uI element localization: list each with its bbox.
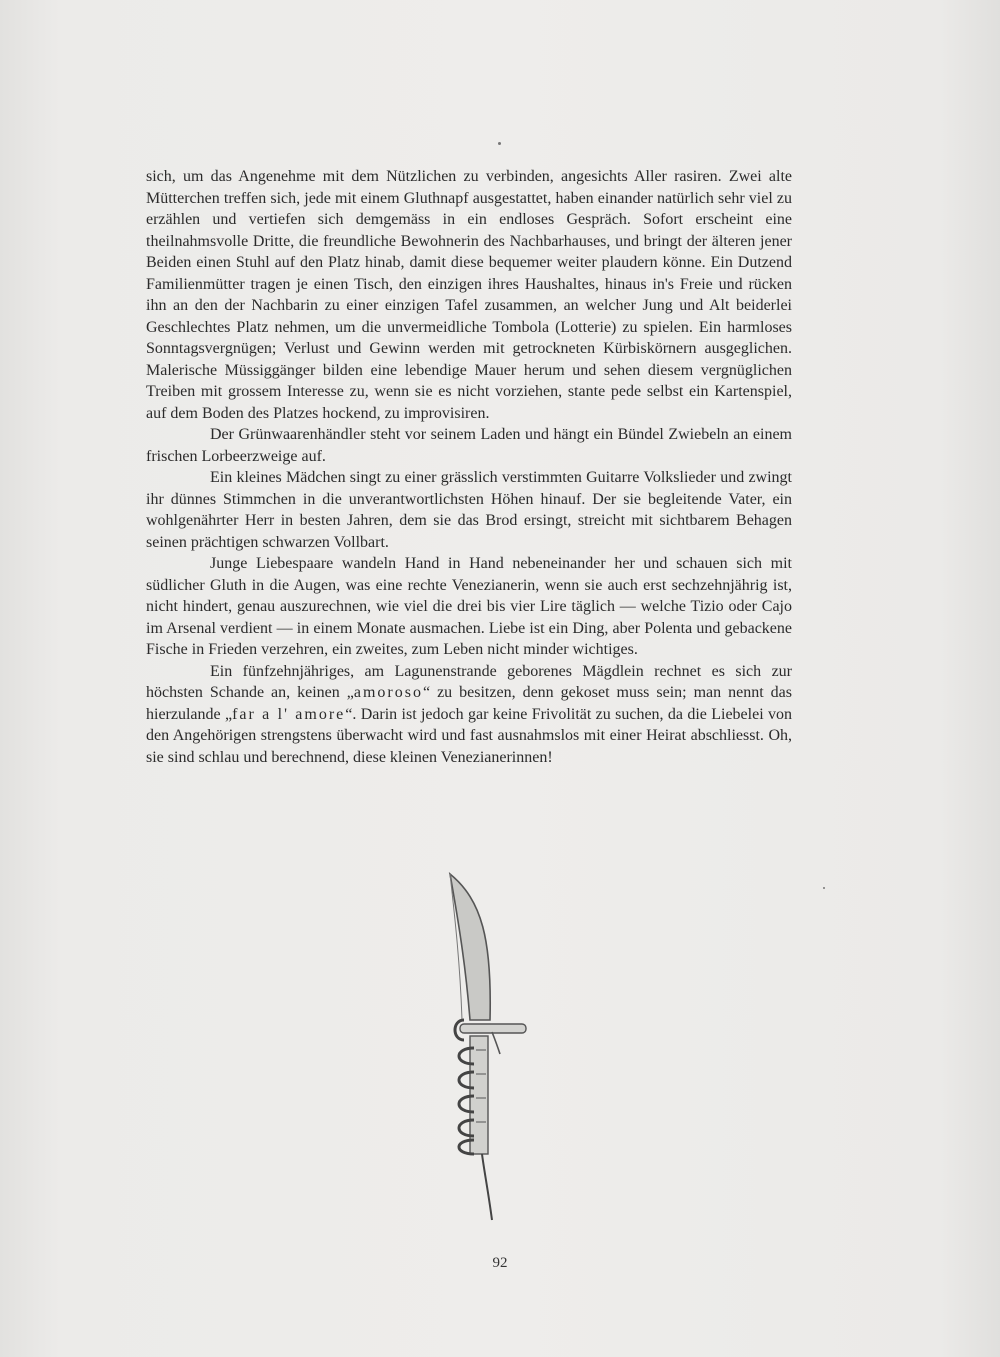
knife-illustration-icon: [430, 870, 550, 1230]
term-amoroso: amoroso: [353, 684, 423, 701]
body-text: [146, 166, 792, 768]
paragraph-5: [146, 661, 792, 769]
paragraph-5-part-3: “. Darin ist jedoch gar keine Frivolität zu suchen, da die Liebelei von den Angehörigen strengstens überwacht wird und fast ausnahmslos mit einer Heirat abschliesst. Oh, sie sind schlau und berechnend, diese kleinen Venezianerinnen!: [146, 705, 792, 766]
dust-speck: [498, 142, 501, 145]
paragraph-1: sich, um das Angenehme mit dem Nützlichen zu verbinden, angesichts Aller rasiren. Zwei alte Mütterchen treffen sich, jede mit einem Gluthnapf ausgestattet, haben einander natürlich sehr viel zu erzählen und vertiefen sich demgemäss in ein endloses Gespräch. Sofort erscheint eine theilnahmsvolle Dritte, die freundliche Bewohnerin des Nachbarhauses, und bringt der älteren jener Beiden einen Stuhl auf den Platz hinab, damit diese bequemer weiter plaudern könne. Ein Dutzend Familienmütter tragen je einen Tisch, den einzigen ihres Haushaltes, hinaus in's Freie und rücken ihn an den der Nachbarin zu einer einzigen Tafel zusammen, an welcher Jung und Alt beiderlei Geschlechtes Platz nehmen, um die unvermeidliche Tombola (Lotterie) zu spielen. Ein harmloses Sonntagsvergnügen; Verlust und Gewinn werden mit getrockneten Kürbiskörnern ausgeglichen. Malerische Müssiggänger bilden eine lebendige Mauer herum und sehen diesem vergnüglichen Treiben mit grossem Interesse zu, wenn sie es nicht vorziehen, stante pede selbst ein Kartenspiel, auf dem Boden des Platzes hockend, zu improvisiren.: [146, 168, 792, 422]
page-number: 92: [492, 1255, 508, 1271]
term-far-a-lamore: far a l' amore: [232, 705, 346, 723]
paragraph-5-part-1: Ein fünfzehnjähriges, am Lagunenstrande geborenes Mägdlein rechnet es sich zur höchsten Schande an, keinen „: [146, 662, 792, 701]
paragraph-5-part-2: “ zu besitzen, denn gekoset muss sein; man nennt das hierzulande „: [146, 684, 792, 723]
paragraph-4: Junge Liebespaare wandeln Hand in Hand nebeneinander her und schauen sich mit südlicher Gluth in die Augen, was eine rechte Venezianerin, wenn sie auch erst sechzehnjährig ist, nicht hindert, genau auszurechnen, wie viel die drei bis vier Lire täglich — welche Tizio oder Cajo im Arsenal verdient — in einem Monate ausmachen. Liebe ist ein Ding, aber Polenta und gebackene Fische in Frieden verzehren, ein zweites, zum Leben nicht minder wichtiges.: [146, 555, 792, 658]
dust-speck: [823, 887, 825, 889]
paragraph-3: Ein kleines Mädchen singt zu einer grässlich verstimmten Guitarre Volkslieder und zwingt ihr dünnes Stimmchen in die unverantwortlichsten Höhen hinauf. Der sie begleitende Vater, ein wohlgenährter Herr in besten Jahren, dem sie das Brod ersingt, streicht mit sichtbarem Behagen seinen prächtigen schwarzen Vollbart.: [146, 469, 792, 551]
paragraph-2: Der Grünwaarenhändler steht vor seinem Laden und hängt ein Bündel Zwiebeln an einem frischen Lorbeerzweige auf.: [146, 426, 792, 465]
